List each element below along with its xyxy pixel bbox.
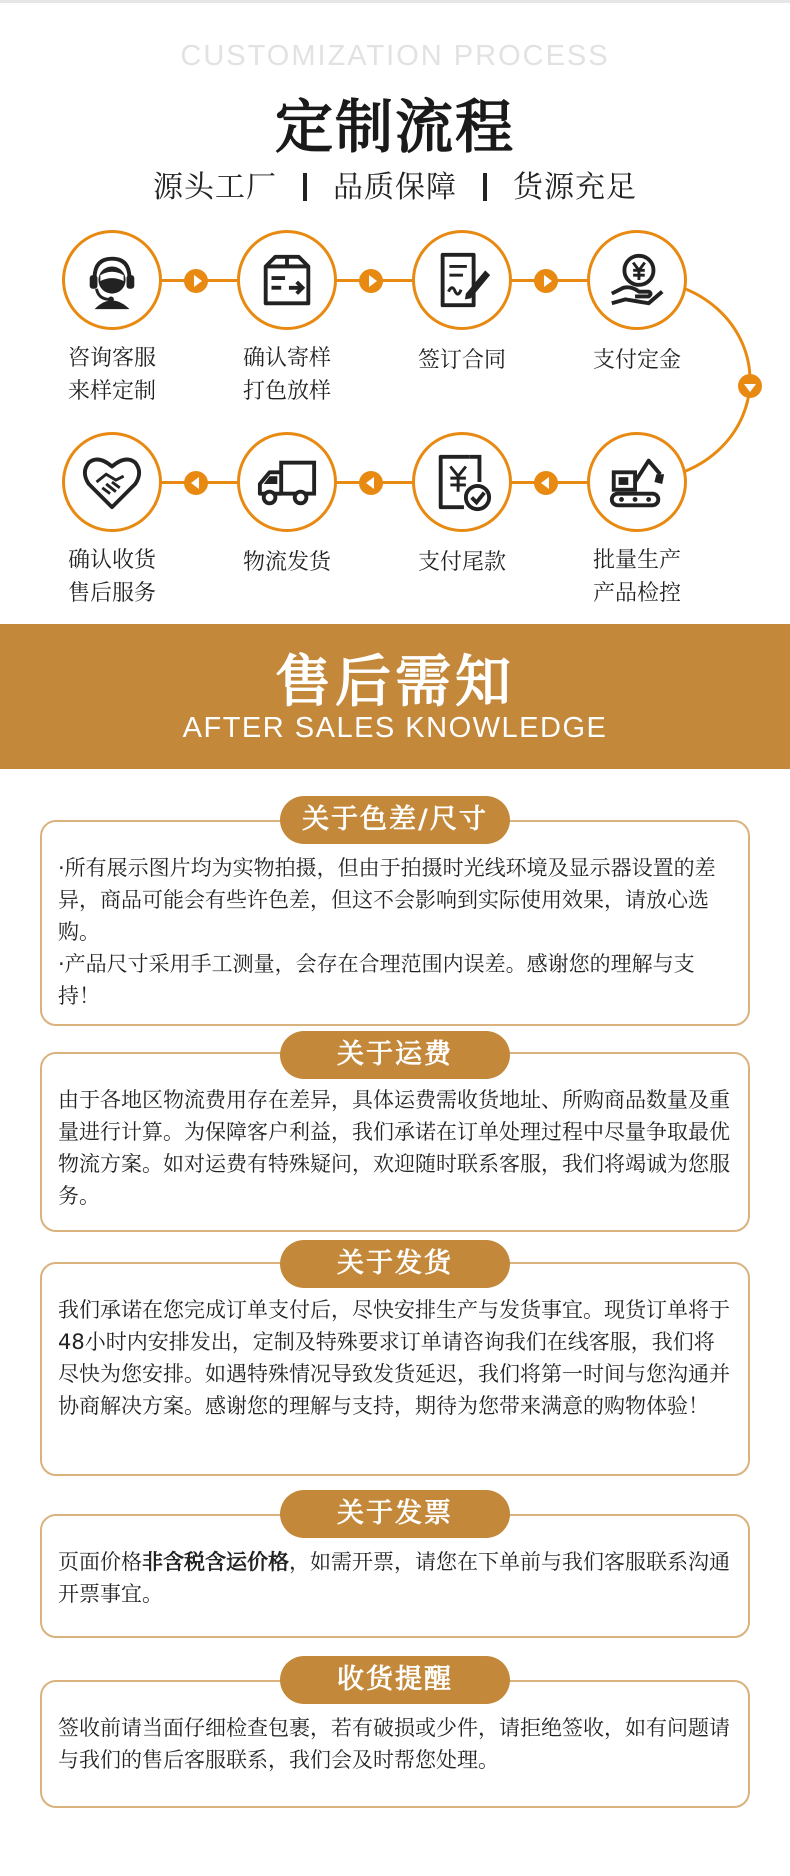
process-step-final-payment <box>392 432 532 579</box>
notice-card-delivery <box>40 1262 750 1476</box>
notice-text: 页面价格非含税含运价格，如需开票，请您在下单前与我们客服联系沟通开票事宜。 <box>58 1550 730 1606</box>
arrow-left-icon <box>184 471 208 495</box>
notice-text: 签收前请当面仔细检查包裹，若有破损或少件，请拒绝签收，如有问题请与我们的售后客服联系，我们会及时帮您处理。 <box>58 1716 730 1772</box>
process-step-shipping <box>217 432 357 579</box>
step-label-line1: 签订合同 <box>417 348 506 373</box>
feature-divider <box>303 173 307 201</box>
notice-text: 由于各地区物流费用存在差异，具体运费需收货地址、所购商品数量及重量进行计算。为保障客户利益，我们承诺在订单处理过程中尽量争取最优物流方案。如对运费有特殊疑问，欢迎随时联系客服，我们将竭诚为您服务。 <box>58 1088 730 1208</box>
top-divider <box>0 0 790 3</box>
process-step-deposit <box>567 230 707 377</box>
feature-divider <box>483 173 487 201</box>
after-sales-cn-title: 售后需知 <box>275 650 515 715</box>
excavator-production-icon <box>606 451 668 513</box>
arrow-right-icon <box>184 269 208 293</box>
process-en-title: CUSTOMIZATION PROCESS <box>180 40 610 72</box>
notice-text: ·产品尺寸采用手工测量，会存在合理范围内误差。感谢您的理解与支持！ <box>58 952 695 1008</box>
step-label-line1: 物流发货 <box>242 550 331 575</box>
after-sales-en-title: AFTER SALES KNOWLEDGE <box>182 712 608 744</box>
process-step-sample <box>217 230 357 408</box>
yuan-check-payment-icon <box>431 451 493 513</box>
arrow-left-icon <box>534 471 558 495</box>
process-step-contract <box>392 230 532 377</box>
notice-text: ·所有展示图片均为实物拍摄，但由于拍摄时光线环境及显示器设置的差异，商品可能会有些许色差，但这不会影响到实际使用效果，请放心选购。 <box>58 856 716 944</box>
step-label-line1: 支付定金 <box>592 348 681 373</box>
process-step-consult <box>42 230 182 408</box>
process-step-production <box>567 432 707 610</box>
arrow-right-icon <box>534 269 558 293</box>
step-label-line1: 批量生产 <box>592 548 681 573</box>
delivery-truck-icon <box>256 451 318 513</box>
step-label-line1: 咨询客服 <box>67 346 156 371</box>
step-label-line2: 产品检控 <box>592 581 681 606</box>
package-box-icon <box>256 249 318 311</box>
step-label-line1: 确认收货 <box>67 548 156 573</box>
customer-service-headset-icon <box>81 249 143 311</box>
process-cn-title: 定制流程 <box>274 93 515 161</box>
feature-strip <box>0 162 790 206</box>
notice-card-color-size <box>40 820 750 1026</box>
section-title-receipt-reminder: 收货提醒 <box>280 1656 510 1704</box>
notice-card-shipping-fee <box>40 1052 750 1232</box>
yuan-hand-payment-icon <box>606 249 668 311</box>
contract-sign-icon <box>431 249 493 311</box>
feature-quality: 品质保障 <box>333 170 457 205</box>
process-step-receipt <box>42 432 182 610</box>
arrow-down-icon <box>738 374 762 398</box>
price-note-bold: 非含税含运价格 <box>142 1550 289 1574</box>
feature-supply: 货源充足 <box>513 170 637 205</box>
arrow-right-icon <box>359 269 383 293</box>
step-label-line2: 打色放样 <box>242 379 331 404</box>
step-label-line1: 确认寄样 <box>242 346 331 371</box>
section-title-invoice: 关于发票 <box>280 1490 510 1538</box>
step-label-line2: 来样定制 <box>67 379 156 404</box>
step-label-line1: 支付尾款 <box>417 550 506 575</box>
handshake-heart-icon <box>81 451 143 513</box>
section-title-color-size: 关于色差/尺寸 <box>280 796 510 844</box>
feature-source-factory: 源头工厂 <box>153 170 277 205</box>
arrow-left-icon <box>359 471 383 495</box>
step-label-line2: 售后服务 <box>67 581 156 606</box>
section-title-delivery: 关于发货 <box>280 1240 510 1288</box>
section-title-shipping-fee: 关于运费 <box>280 1031 510 1079</box>
notice-text: 我们承诺在您完成订单支付后，尽快安排生产与发货事宜。现货订单将于48小时内安排发出，定制及特殊要求订单请咨询我们在线客服，我们将尽快为您安排。如遇特殊情况导致发货延迟，我们将第一时间与您沟通并协商解决方案。感谢您的理解与支持，期待为您带来满意的购物体验！ <box>58 1298 730 1418</box>
